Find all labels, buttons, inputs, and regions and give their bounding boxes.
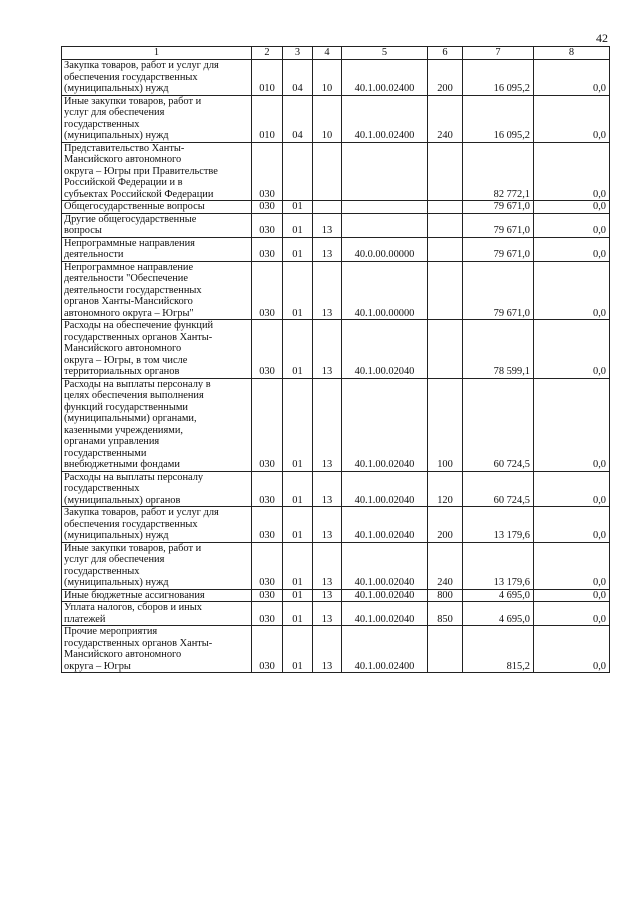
table-row [62,201,610,214]
row-subsection [313,142,342,201]
table-row [62,542,610,589]
row-name: Общегосударственные вопросы [62,201,252,214]
row-amount: 16 095,2 [463,95,534,142]
row-name: Закупка товаров, работ и услуг для обеспечения государственных (муниципальных) нужд [62,60,252,96]
row-target-article: 40.1.00.02400 [342,95,428,142]
table-row [62,602,610,626]
row-expense-type: 800 [428,589,463,602]
row-subsection: 13 [313,237,342,261]
table-row [62,142,610,201]
row-amount-2: 0,0 [534,261,610,320]
row-admin-code: 030 [252,237,283,261]
row-target-article: 40.1.00.02040 [342,542,428,589]
header-row [62,47,610,60]
row-admin-code: 030 [252,201,283,214]
row-section: 01 [283,602,313,626]
row-subsection: 13 [313,320,342,379]
row-amount: 16 095,2 [463,60,534,96]
row-amount-2: 0,0 [534,201,610,214]
row-section: 01 [283,378,313,471]
row-target-article [342,142,428,201]
row-target-article: 40.1.00.02400 [342,60,428,96]
row-name: Представительство Ханты- Мансийского автономного округа – Югры при Правительстве Российской Федерации и в субъектах Российской Федерации [62,142,252,201]
row-section: 01 [283,589,313,602]
row-subsection: 13 [313,261,342,320]
table-header [62,47,610,60]
table-row [62,213,610,237]
row-amount: 79 671,0 [463,261,534,320]
row-subsection: 13 [313,507,342,543]
row-amount: 79 671,0 [463,213,534,237]
row-amount-2: 0,0 [534,378,610,471]
row-amount-2: 0,0 [534,95,610,142]
row-admin-code: 010 [252,60,283,96]
row-amount: 82 772,1 [463,142,534,201]
row-subsection: 13 [313,602,342,626]
row-admin-code: 030 [252,471,283,507]
row-section: 01 [283,201,313,214]
row-target-article [342,213,428,237]
table-row [62,95,610,142]
row-subsection: 10 [313,60,342,96]
row-expense-type: 850 [428,602,463,626]
row-amount-2: 0,0 [534,542,610,589]
row-section: 01 [283,542,313,589]
row-amount: 60 724,5 [463,378,534,471]
row-target-article: 40.0.00.00000 [342,237,428,261]
row-section: 01 [283,507,313,543]
row-expense-type [428,626,463,673]
row-subsection: 13 [313,471,342,507]
row-subsection: 13 [313,378,342,471]
row-section: 01 [283,626,313,673]
table-row [62,626,610,673]
row-name: Иные закупки товаров, работ и услуг для обеспечения государственных (муниципальных) нужд [62,95,252,142]
row-name: Другие общегосударственные вопросы [62,213,252,237]
row-amount: 79 671,0 [463,201,534,214]
row-expense-type: 120 [428,471,463,507]
row-expense-type: 200 [428,60,463,96]
row-expense-type: 240 [428,95,463,142]
row-name: Прочие мероприятия государственных органов Ханты- Мансийского автономного округа – Югры [62,626,252,673]
row-section: 01 [283,261,313,320]
table-row [62,378,610,471]
header-cell-3: 3 [283,47,313,60]
header-cell-1: 1 [62,47,252,60]
budget-table [61,46,610,673]
row-section [283,142,313,201]
row-subsection: 13 [313,542,342,589]
row-section: 01 [283,320,313,379]
row-amount-2: 0,0 [534,602,610,626]
header-cell-5: 5 [342,47,428,60]
row-expense-type: 240 [428,542,463,589]
row-target-article: 40.1.00.02040 [342,507,428,543]
row-admin-code: 030 [252,542,283,589]
row-amount: 13 179,6 [463,507,534,543]
row-amount-2: 0,0 [534,237,610,261]
table-row [62,60,610,96]
table-row [62,237,610,261]
row-amount: 78 599,1 [463,320,534,379]
row-amount-2: 0,0 [534,213,610,237]
row-name: Закупка товаров, работ и услуг для обеспечения государственных (муниципальных) нужд [62,507,252,543]
row-name: Иные закупки товаров, работ и услуг для обеспечения государственных (муниципальных) нужд [62,542,252,589]
row-amount-2: 0,0 [534,60,610,96]
row-section: 01 [283,471,313,507]
row-name: Расходы на выплаты персоналу в целях обеспечения выполнения функций государственными (муниципальными) органами, казенными учреждениями, органами управления государственными внебюджетными фондами [62,378,252,471]
row-name: Непрограммное направление деятельности "Обеспечение деятельности государственных органов Ханты-Мансийского автономного округа – Югры" [62,261,252,320]
row-admin-code: 030 [252,626,283,673]
row-amount-2: 0,0 [534,626,610,673]
row-amount: 4 695,0 [463,589,534,602]
row-admin-code: 030 [252,507,283,543]
row-expense-type [428,320,463,379]
row-expense-type: 100 [428,378,463,471]
row-amount-2: 0,0 [534,142,610,201]
row-name: Расходы на обеспечение функций государственных органов Ханты- Мансийского автономного округа – Югры, в том числе территориальных органов [62,320,252,379]
table-row [62,471,610,507]
row-target-article: 40.1.00.02400 [342,626,428,673]
table-row [62,320,610,379]
row-expense-type [428,142,463,201]
row-expense-type [428,201,463,214]
row-amount: 4 695,0 [463,602,534,626]
table-body [62,60,610,673]
row-subsection: 13 [313,626,342,673]
row-name: Иные бюджетные ассигнования [62,589,252,602]
row-admin-code: 030 [252,589,283,602]
row-section: 04 [283,95,313,142]
row-admin-code: 010 [252,95,283,142]
table-row [62,261,610,320]
header-cell-4: 4 [313,47,342,60]
row-admin-code: 030 [252,142,283,201]
row-target-article [342,201,428,214]
row-amount-2: 0,0 [534,471,610,507]
row-amount: 60 724,5 [463,471,534,507]
row-name: Расходы на выплаты персоналу государственных (муниципальных) органов [62,471,252,507]
row-target-article: 40.1.00.02040 [342,589,428,602]
row-amount-2: 0,0 [534,589,610,602]
header-cell-2: 2 [252,47,283,60]
row-name: Непрограммные направления деятельности [62,237,252,261]
header-cell-6: 6 [428,47,463,60]
row-expense-type: 200 [428,507,463,543]
row-expense-type [428,213,463,237]
row-amount-2: 0,0 [534,320,610,379]
row-admin-code: 030 [252,602,283,626]
row-target-article: 40.1.00.02040 [342,602,428,626]
row-subsection: 13 [313,589,342,602]
row-admin-code: 030 [252,320,283,379]
row-expense-type [428,237,463,261]
row-target-article: 40.1.00.02040 [342,320,428,379]
table-row [62,589,610,602]
page-number: 42 [596,31,608,45]
row-admin-code: 030 [252,213,283,237]
header-cell-7: 7 [463,47,534,60]
row-admin-code: 030 [252,261,283,320]
row-target-article: 40.1.00.02040 [342,378,428,471]
row-subsection [313,201,342,214]
row-expense-type [428,261,463,320]
row-target-article: 40.1.00.00000 [342,261,428,320]
row-target-article: 40.1.00.02040 [342,471,428,507]
table-row [62,507,610,543]
row-subsection: 10 [313,95,342,142]
row-admin-code: 030 [252,378,283,471]
row-section: 04 [283,60,313,96]
row-amount: 13 179,6 [463,542,534,589]
row-amount-2: 0,0 [534,507,610,543]
row-section: 01 [283,213,313,237]
row-amount: 815,2 [463,626,534,673]
header-cell-8: 8 [534,47,610,60]
row-subsection: 13 [313,213,342,237]
row-name: Уплата налогов, сборов и иных платежей [62,602,252,626]
row-amount: 79 671,0 [463,237,534,261]
row-section: 01 [283,237,313,261]
